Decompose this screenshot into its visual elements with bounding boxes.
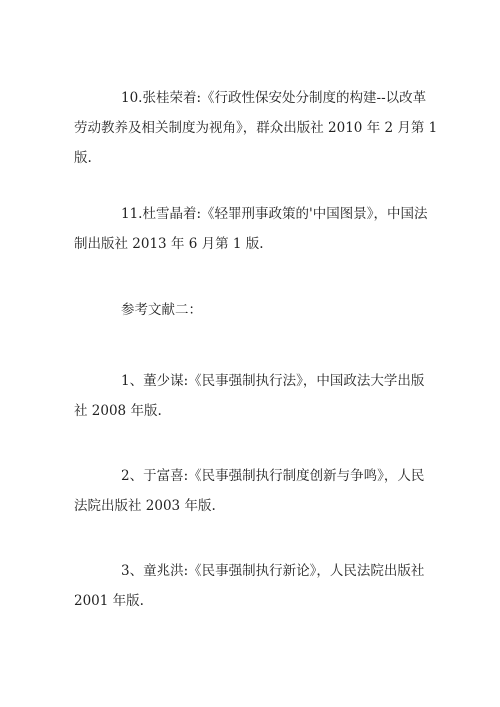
reference-line: 版.: [74, 150, 92, 166]
reference-entry-10: [74, 83, 438, 173]
reference2-entry-1: [74, 366, 430, 426]
reference-line: 社 2008 年版.: [74, 403, 162, 419]
reference-line: 制出版社 2013 年 6 月第 1 版.: [74, 236, 264, 252]
reference-line: 10.张桂荣着:《行政性保安处分制度的构建--以改革: [121, 90, 427, 106]
reference-entry-11: [74, 199, 430, 259]
section-heading: 参考文献二：: [121, 302, 202, 318]
reference-line: 1、董少谋:《民事强制执行法》，中国政法大学出版: [121, 373, 425, 389]
reference2-entry-2: [74, 461, 430, 521]
reference-line: 劳动教养及相关制度为视角》，群众出版社 2010 年 2 月第 1: [74, 120, 438, 136]
reference-line: 2001 年版.: [74, 593, 144, 609]
section-heading-block: [74, 295, 430, 325]
reference-line: 2、于富喜:《民事强制执行制度创新与争鸣》，人民: [121, 468, 425, 484]
reference-line: 法院出版社 2003 年版.: [74, 498, 216, 514]
reference-line: 3、童兆洪:《民事强制执行新论》，人民法院出版社: [121, 563, 425, 579]
reference-line: 11.杜雪晶着:《轻罪刑事政策的'中国图景》，中国法: [121, 206, 428, 222]
reference2-entry-3: [74, 556, 430, 616]
